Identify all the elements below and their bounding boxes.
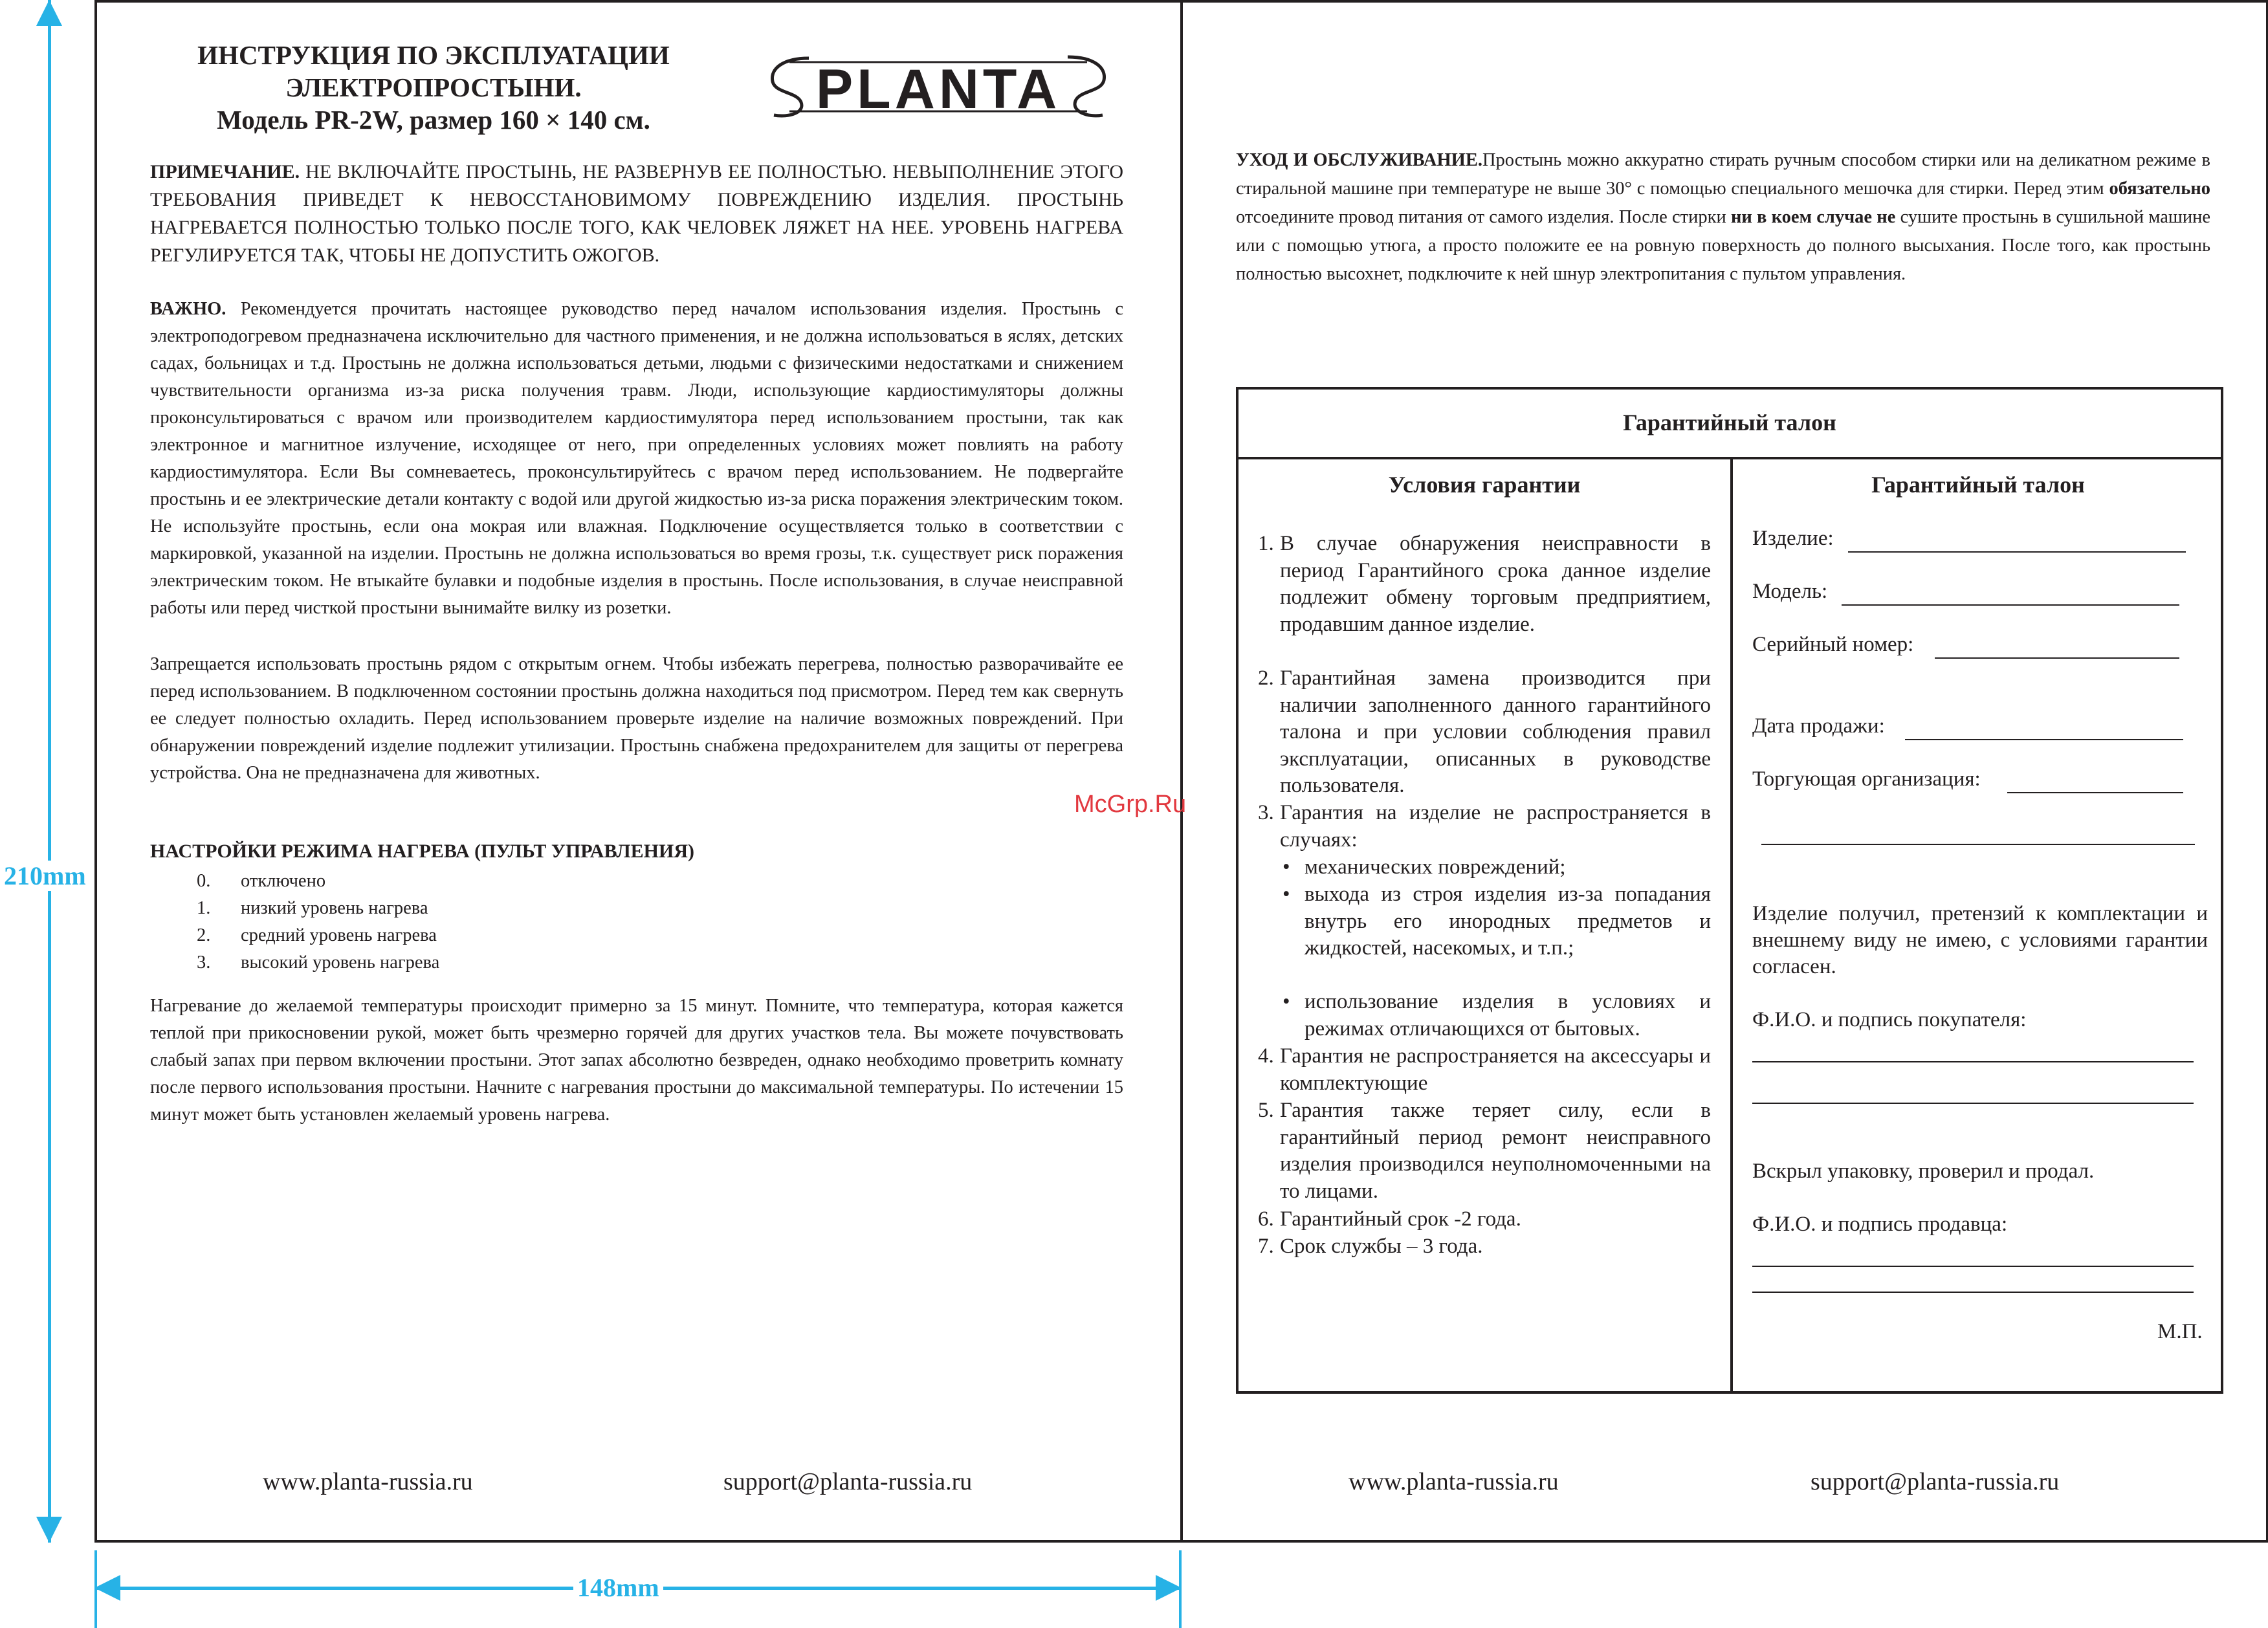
important-paragraph xyxy=(150,296,1123,622)
condition-number: 1. xyxy=(1258,532,1274,555)
care-text: отсоедините провод питания от самого изделия. После стирки xyxy=(1236,207,1731,227)
settings-item-label: высокий уровень нагрева xyxy=(241,952,440,973)
buyer-signature-line[interactable] xyxy=(1752,1061,2194,1062)
model-field-label: Модель: xyxy=(1752,580,1828,603)
arrow-down-icon xyxy=(36,1517,62,1543)
seller-org-field-line[interactable] xyxy=(2007,792,2183,793)
bullet-icon: • xyxy=(1283,883,1290,906)
condition-text: Гарантийная замена производится при наличии заполненного данного гарантийного талона и при условии соблюдения правил эксплуатации, описанных в руководстве пользователя. xyxy=(1280,666,1711,797)
document-title: ИНСТРУКЦИЯ ПО ЭКСПЛУАТАЦИИ ЭЛЕКТРОПРОСТЫНИ. Модель PR-2W, размер 160 × 140 см. xyxy=(197,40,670,135)
height-dimension-line xyxy=(48,0,51,1543)
warranty-table xyxy=(1236,387,2223,1394)
product-field-line[interactable] xyxy=(1848,551,2186,553)
settings-item-label: средний уровень нагрева xyxy=(241,925,437,945)
buyer-signature-line-2[interactable] xyxy=(1752,1103,2194,1104)
fire-safety-paragraph: Запрещается использовать простынь рядом с открытым огнем. Чтобы избежать перегрева, полностью разворачивайте ее перед использованием. В подключенном состоянии простынь должна находиться под присмотром. Перед тем как свернуть ее следует полностью охладить. Перед использованием проверьте изделие на наличие возможных повреждений. При обнаружении повреждений изделие подлежит утилизации. Простынь снабжена предохранителем для защиты от перегрева устройства. Она не предназначена для животных. xyxy=(150,654,1123,783)
care-emphasis: обязательно xyxy=(2109,179,2210,199)
settings-heading: НАСТРОЙКИ РЕЖИМА НАГРЕВА (ПУЛЬТ УПРАВЛЕНИЯ) xyxy=(150,841,694,862)
heating-paragraph: Нагревание до желаемой температуры происходит примерно за 15 минут. Помните, что температура, которая кажется теплой при прикосновении рукой, может быть чрезмерно горячей для других участков тела. Вы можете почувствовать слабый запах при первом включении простыни. Этот запах абсолютно безвреден, однако необходимо проветрить комнату после первого использования простыни. Начните с нагревания простыни до максимальной температуры. По истечении 15 минут может быть установлен желаемый уровень нагрева. xyxy=(150,996,1123,1125)
exclusion-item: использование изделия в условиях и режимах отличающихся от бытовых. xyxy=(1305,990,1711,1040)
important-label: ВАЖНО. xyxy=(150,299,226,319)
settings-item-number: 1. xyxy=(197,898,211,918)
condition-number: 2. xyxy=(1258,666,1274,690)
serial-field-line[interactable] xyxy=(1935,657,2179,659)
seller-org-field-line-2[interactable] xyxy=(1761,844,2195,845)
table-divider xyxy=(1730,457,1733,1394)
settings-item-number: 3. xyxy=(197,952,211,973)
arrow-right-icon xyxy=(1156,1575,1182,1601)
right-footer-email-link[interactable]: support@planta-russia.ru xyxy=(1811,1468,2060,1495)
condition-text: Гарантия также теряет силу, если в гарантийный период ремонт неисправного изделия производился неуполномоченными на то лицами. xyxy=(1280,1099,1711,1203)
seller-org-field-label: Торгующая организация: xyxy=(1752,767,1981,791)
important-text: Рекомендуется прочитать настоящее руководство перед началом использования изделия. Простынь с электроподогревом предназначена исключительно для частного применения, и не должна использоваться в яслях, детских садах, больницах и т.д. Простынь не должна использоваться детьми, людьми с физическими недостатками и снижением чувствительности организма из-за риска получения травм. Люди, использующие кардиостимуляторы должны проконсультироваться с врачом или производителем кардиостимулятора перед использованием простыни, так как электронное и магнитное излучение, исходящее от него, при определенных условиях может повлиять на работу кардиостимулятора. Если Вы сомневаетесь, проконсультируйтесь с врачом перед использованием. Не подвергайте простынь и ее электрические детали контакту с водой или другой жидкостью из-за риска поражения электрическим током. Не используйте простынь, если она мокрая или влажная. Подключение осуществляется только в соответствии с маркировкой, указанной на изделии. Простынь не должна использоваться во время грозы, т.к. существует риск поражения электрическим током. Не втыкайте булавки и подобные изделия в простынь. После использования, в случае неисправной работы или перед чисткой простыни вынимайте вилку из розетки. xyxy=(150,299,1123,618)
width-dimension-label: 148mm xyxy=(573,1572,663,1603)
care-text: Простынь можно аккуратно стирать ручным способом стирки или на деликатном режиме в стиральной машине при температуре не выше 30° с помощью специального мешочка для стирки. Перед этим xyxy=(1236,150,2210,199)
right-footer-website-link[interactable]: www.planta-russia.ru xyxy=(1349,1468,1559,1495)
care-emphasis: ни в коем случае не xyxy=(1730,207,1896,227)
bullet-icon: • xyxy=(1283,855,1290,879)
condition-text: В случае обнаружения неисправности в период Гарантийного срока данное изделие подлежит обмену торговым предприятием, продавшим данное изделие. xyxy=(1280,532,1711,636)
care-text: сушите простынь в сушильной машине или с помощью утюга, а просто положите ее на ровную поверхность до полного высыхания. После того, как простынь полностью высохнет, подключите к ней шнур электропитания с пультом управления. xyxy=(1236,207,2210,284)
exclusion-item: механических повреждений; xyxy=(1305,855,1566,879)
seller-signature-line-2[interactable] xyxy=(1752,1292,2194,1293)
planta-logo-text: PLANTA xyxy=(815,58,1061,120)
buyer-statement: Изделие получил, претензий к комплектации и внешнему виду не имею, с условиями гарантии согласен. xyxy=(1752,902,2208,978)
conditions-title: Условия гарантии xyxy=(1388,472,1581,498)
left-footer-email-link[interactable]: support@planta-russia.ru xyxy=(723,1468,973,1495)
table-divider xyxy=(1239,457,2221,459)
watermark: McGrp.Ru xyxy=(1074,791,1187,818)
warranty-table-title: Гарантийный талон xyxy=(1623,410,1836,435)
condition-number: 6. xyxy=(1258,1207,1274,1231)
settings-item-number: 0. xyxy=(197,871,211,891)
condition-text: Гарантия на изделие не распространяется в случаях: xyxy=(1280,801,1711,852)
exclusion-item: выхода из строя изделия из-за попадания внутрь его инородных предметов и жидкостей, насекомых, и т.п.; xyxy=(1305,883,1711,960)
care-label: УХОД И ОБСЛУЖИВАНИЕ. xyxy=(1236,150,1482,170)
care-paragraph xyxy=(1236,146,2210,289)
settings-item-number: 2. xyxy=(197,925,211,945)
note-paragraph xyxy=(150,158,1123,269)
page-divider xyxy=(1180,0,1183,1543)
left-footer-website-link[interactable]: www.planta-russia.ru xyxy=(263,1468,473,1495)
arrow-left-icon xyxy=(94,1575,120,1601)
condition-number: 5. xyxy=(1258,1099,1274,1122)
arrow-up-icon xyxy=(36,0,62,26)
bullet-icon: • xyxy=(1283,990,1290,1013)
stamp-label: М.П. xyxy=(2157,1320,2203,1343)
seller-signature-line[interactable] xyxy=(1752,1266,2194,1267)
seller-statement: Вскрыл упаковку, проверил и продал. xyxy=(1752,1160,2095,1183)
buyer-signature-label: Ф.И.О. и подпись покупателя: xyxy=(1752,1008,2027,1031)
settings-item-label: отключено xyxy=(241,871,326,891)
sale-date-field-line[interactable] xyxy=(1905,739,2183,740)
condition-text: Срок службы – 3 года. xyxy=(1280,1235,1483,1258)
condition-number: 4. xyxy=(1258,1044,1274,1068)
product-field-label: Изделие: xyxy=(1752,527,1834,550)
height-dimension-label: 210mm xyxy=(0,861,90,891)
model-field-line[interactable] xyxy=(1842,604,2179,606)
condition-text: Гарантийный срок -2 года. xyxy=(1280,1207,1521,1231)
note-text: НЕ ВКЛЮЧАЙТЕ ПРОСТЫНЬ, НЕ РАЗВЕРНУВ ЕЕ ПОЛНОСТЬЮ. НЕВЫПОЛНЕНИЕ ЭТОГО ТРЕБОВАНИЯ ПРИВЕДЕТ К НЕВОССТАНОВИМОМУ ПОВРЕЖДЕНИЮ ИЗДЕЛИЯ. ПРОСТЫНЬ НАГРЕВАЕТСЯ ПОЛНОСТЬЮ ТОЛЬКО ПОСЛЕ ТОГО, КАК ЧЕЛОВЕК ЛЯЖЕТ НА НЕЕ. УРОВЕНЬ НАГРЕВА РЕГУЛИРУЕТСЯ ТАК, ЧТОБЫ НЕ ДОПУСТИТЬ ОЖОГОВ. xyxy=(150,161,1123,266)
condition-number: 3. xyxy=(1258,801,1274,824)
seller-signature-label: Ф.И.О. и подпись продавца: xyxy=(1752,1213,2008,1236)
sale-date-field-label: Дата продажи: xyxy=(1752,714,1885,738)
condition-text: Гарантия не распространяется на аксессуары и комплектующие xyxy=(1280,1044,1711,1095)
note-label: ПРИМЕЧАНИЕ. xyxy=(150,161,300,182)
coupon-title: Гарантийный талон xyxy=(1871,472,2085,498)
condition-number: 7. xyxy=(1258,1235,1274,1258)
serial-field-label: Серийный номер: xyxy=(1752,633,1914,656)
settings-item-label: низкий уровень нагрева xyxy=(241,898,428,918)
